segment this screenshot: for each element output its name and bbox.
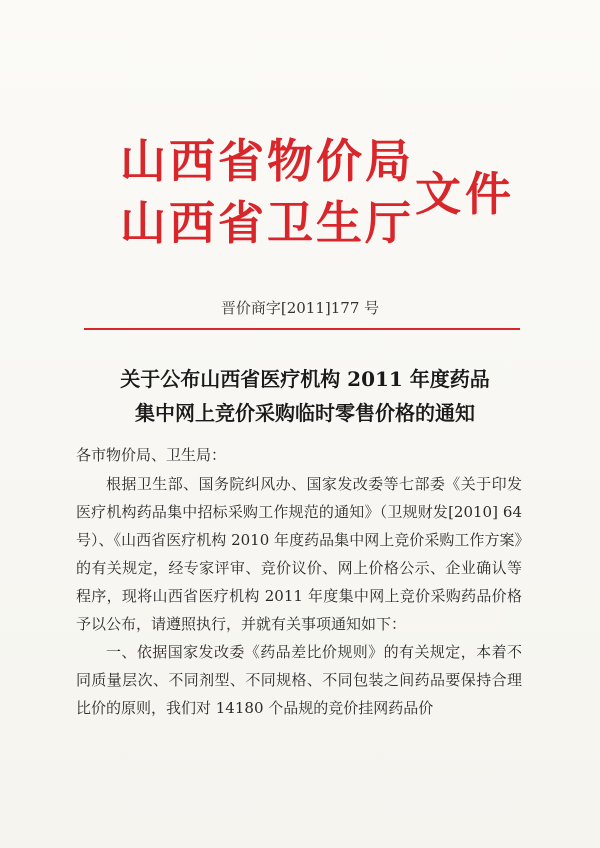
document-number: 晋价商字[2011]177 号	[220, 299, 380, 317]
issuer-suffix: 文件	[415, 167, 515, 221]
title-line-2: 集中网上竞价采购临时零售价格的通知	[135, 401, 475, 425]
issuer-name-2: 山西省卫生厅	[120, 196, 414, 250]
paragraph-2: 一、依据国家发改委《药品差比价规则》的有关规定，本着不同质量层次、不同剂型、不同规格、不同包装之间药品要保持合理比价的原则，我们对 14180 个品规的竞价挂网药品价	[76, 643, 522, 717]
paragraph-1: 根据卫生部、国务院纠风办、国家发改委等七部委《关于印发医疗机构药品集中招标采购工作规范的通知》（卫规财发[2010] 64 号）、《山西省医疗机构 2010 年度药品集中网上竞价采购工作方案》的有关规定，经专家评审、竞价议价、网上价格公示、企业确认等程序，现将山西省医疗机构 2011 年度集中网上竞价采购药品价格予以公布，请遵照执行，并就有关事项通知如下：	[76, 475, 522, 633]
document-title	[70, 362, 540, 430]
body-text	[76, 470, 522, 722]
title-line-1: 关于公布山西省医疗机构 2011 年度药品	[120, 367, 490, 391]
red-divider	[84, 328, 520, 330]
issuer-name-1: 山西省物价局	[120, 134, 414, 188]
salutation: 各市物价局、卫生局：	[76, 446, 227, 464]
issuer-block	[120, 130, 414, 254]
